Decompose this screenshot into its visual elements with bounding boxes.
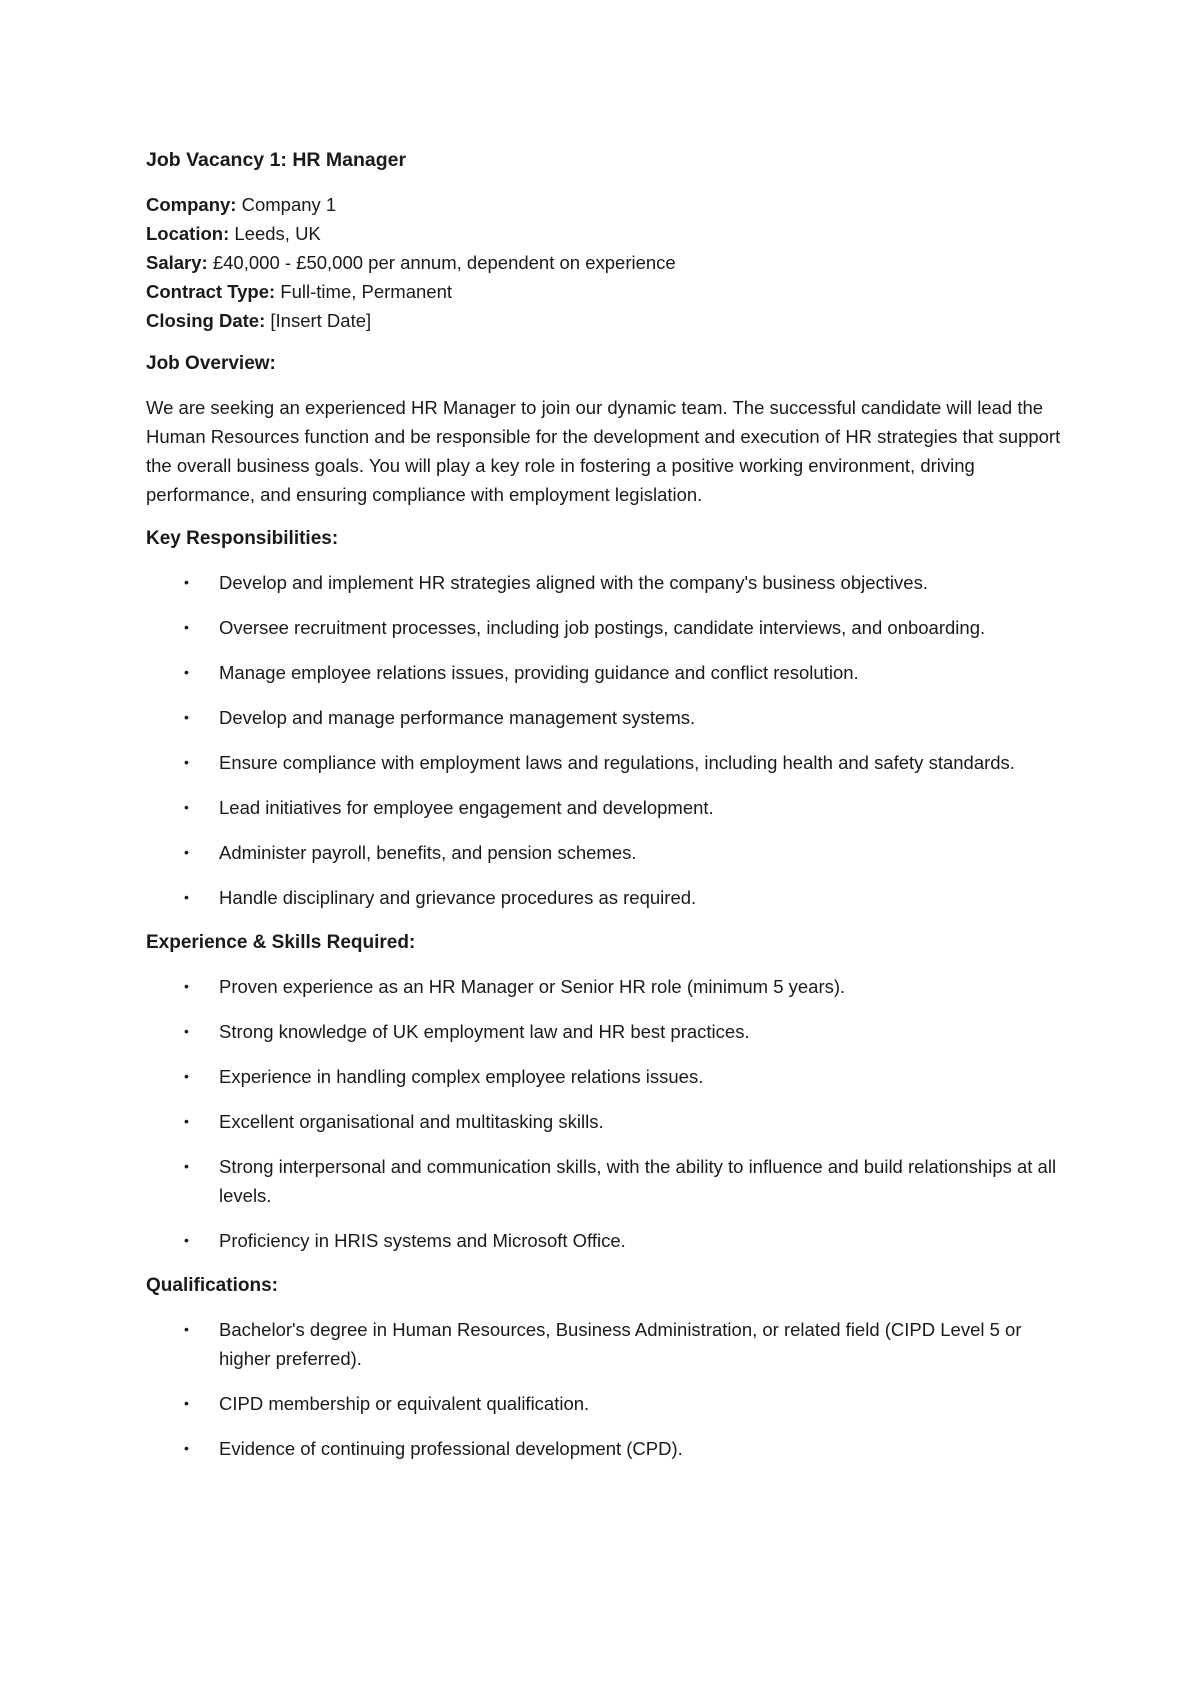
meta-value: £40,000 - £50,000 per annum, dependent on experience — [207, 252, 676, 273]
meta-label: Salary: — [146, 252, 208, 273]
bullet-icon: • — [184, 1023, 189, 1039]
document-body — [146, 146, 1066, 1479]
bullet-icon: • — [184, 1158, 189, 1174]
bullet-icon: • — [184, 1232, 189, 1248]
list-item — [146, 1389, 1066, 1418]
bullet-icon: • — [184, 1113, 189, 1129]
meta-location — [146, 219, 1066, 248]
list-item — [146, 703, 1066, 732]
list-item — [146, 1152, 1066, 1210]
meta-contract-type — [146, 277, 1066, 306]
bullet-icon: • — [184, 978, 189, 994]
list-item-text: CIPD membership or equivalent qualification. — [219, 1393, 590, 1414]
bullet-icon: • — [184, 1395, 189, 1411]
meta-label: Contract Type: — [146, 281, 276, 302]
list-item — [146, 793, 1066, 822]
bullet-icon: • — [184, 1440, 189, 1456]
meta-label: Company: — [146, 194, 237, 215]
list-item-text: Ensure compliance with employment laws and regulations, including health and safety standards. — [219, 752, 1015, 773]
bullet-icon: • — [184, 1068, 189, 1084]
bullet-icon: • — [184, 574, 189, 590]
meta-label: Closing Date: — [146, 310, 266, 331]
bullet-icon: • — [184, 664, 189, 680]
meta-company — [146, 190, 1066, 219]
meta-closing-date — [146, 306, 1066, 335]
qualifications-list — [146, 1315, 1066, 1463]
overview-paragraph: We are seeking an experienced HR Manager to join our dynamic team. The successful candidate will lead the Human Resources function and be responsible for the development and execution of HR strategies that support the overall business goals. You will play a key role in fostering a positive working environment, driving performance, and ensuring compliance with employment legislation. — [146, 397, 1061, 505]
list-item-text: Evidence of continuing professional development (CPD). — [219, 1438, 683, 1459]
bullet-icon: • — [184, 1321, 189, 1337]
list-item — [146, 1017, 1066, 1046]
meta-value: Company 1 — [236, 194, 337, 215]
list-item-text: Excellent organisational and multitasking skills. — [219, 1111, 604, 1132]
list-item-text: Proven experience as an HR Manager or Senior HR role (minimum 5 years). — [219, 976, 846, 997]
list-item — [146, 1434, 1066, 1463]
qualifications-heading: Qualifications: — [146, 1275, 278, 1296]
list-item — [146, 838, 1066, 867]
list-item — [146, 613, 1066, 642]
bullet-icon: • — [184, 799, 189, 815]
list-item-text: Lead initiatives for employee engagement and development. — [219, 797, 714, 818]
experience-heading: Experience & Skills Required: — [146, 932, 416, 953]
list-item-text: Bachelor's degree in Human Resources, Business Administration, or related field (CIPD Level 5 or higher preferred). — [219, 1319, 1022, 1369]
list-item-text: Strong knowledge of UK employment law and HR best practices. — [219, 1021, 750, 1042]
list-item — [146, 883, 1066, 912]
list-item-text: Oversee recruitment processes, including job postings, candidate interviews, and onboarding. — [219, 617, 986, 638]
list-item — [146, 1062, 1066, 1091]
meta-value: Leeds, UK — [229, 223, 321, 244]
meta-label: Location: — [146, 223, 230, 244]
meta-value: Full-time, Permanent — [275, 281, 453, 302]
list-item-text: Manage employee relations issues, providing guidance and conflict resolution. — [219, 662, 859, 683]
bullet-icon: • — [184, 709, 189, 725]
list-item-text: Handle disciplinary and grievance procedures as required. — [219, 887, 697, 908]
experience-list — [146, 972, 1066, 1255]
list-item-text: Develop and implement HR strategies aligned with the company's business objectives. — [219, 572, 928, 593]
meta-salary — [146, 248, 1066, 277]
list-item — [146, 972, 1066, 1001]
meta-value: [Insert Date] — [265, 310, 372, 331]
list-item-text: Administer payroll, benefits, and pension schemes. — [219, 842, 637, 863]
list-item — [146, 748, 1066, 777]
bullet-icon: • — [184, 619, 189, 635]
bullet-icon: • — [184, 844, 189, 860]
list-item — [146, 658, 1066, 687]
list-item — [146, 1226, 1066, 1255]
responsibilities-list — [146, 568, 1066, 912]
responsibilities-heading: Key Responsibilities: — [146, 528, 339, 549]
list-item — [146, 568, 1066, 597]
list-item — [146, 1315, 1066, 1373]
list-item — [146, 1107, 1066, 1136]
bullet-icon: • — [184, 889, 189, 905]
bullet-icon: • — [184, 754, 189, 770]
list-item-text: Develop and manage performance management systems. — [219, 707, 696, 728]
job-title: Job Vacancy 1: HR Manager — [146, 149, 407, 171]
list-item-text: Strong interpersonal and communication skills, with the ability to influence and build relationships at all levels. — [219, 1156, 1057, 1206]
list-item-text: Experience in handling complex employee relations issues. — [219, 1066, 704, 1087]
overview-heading: Job Overview: — [146, 353, 276, 374]
job-meta — [146, 190, 1066, 335]
list-item-text: Proficiency in HRIS systems and Microsoft Office. — [219, 1230, 626, 1251]
